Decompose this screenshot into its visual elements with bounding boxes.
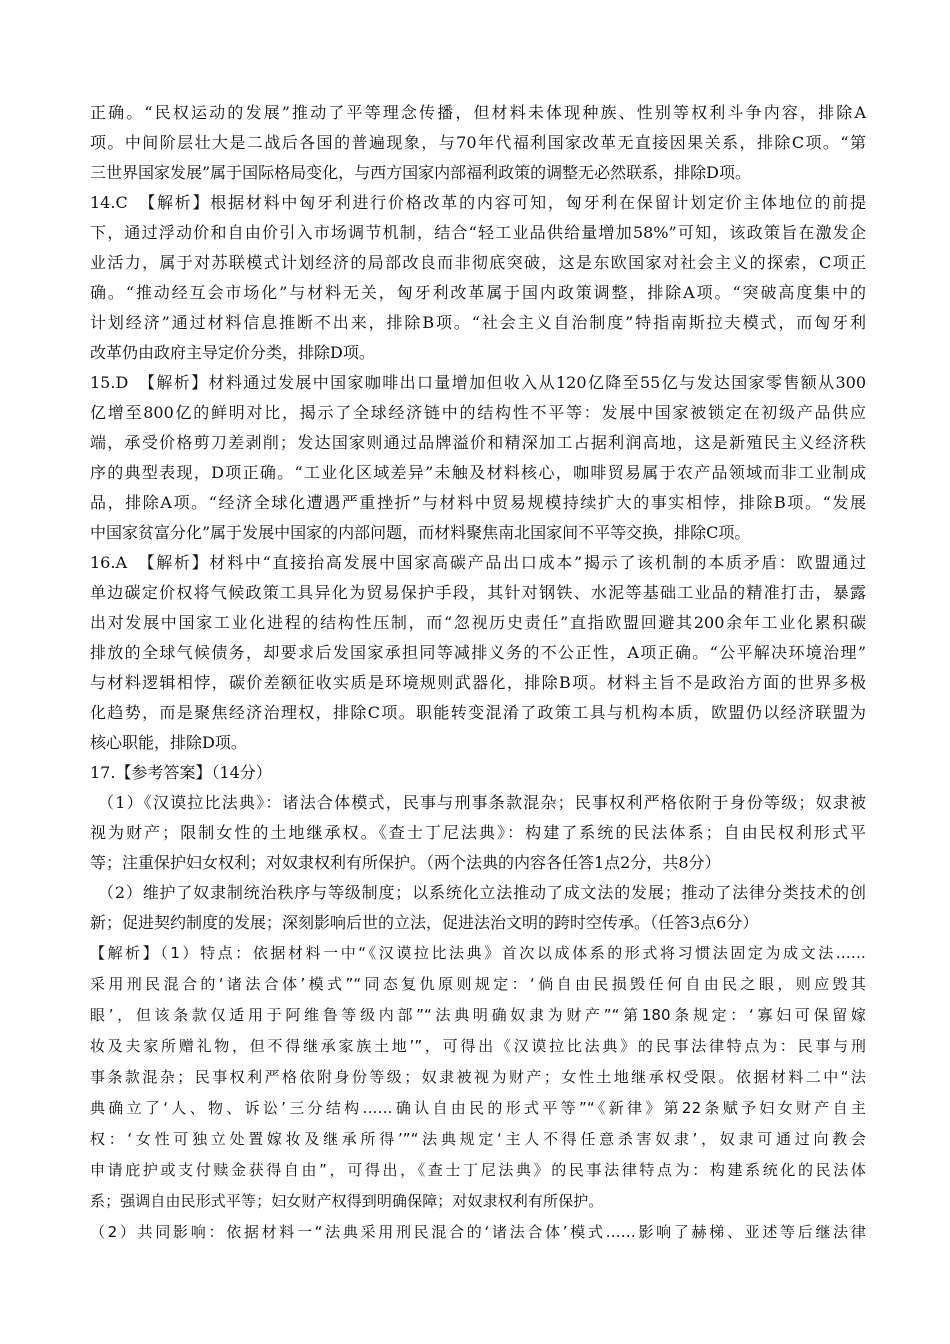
text-line: （2）共同影响：依据材料一“法典采用刑民混合的‘诸法合体’模式……影响了赫梯、亚述等后继法律 <box>90 1223 866 1241</box>
text-line: 权：‘女性可独立处置嫁妆及继承所得’”“法典规定‘主人不得任意杀害奴隶’，奴隶可通过向教会 <box>90 1130 866 1148</box>
text-line: 【解析】（1）特点：依据材料一中“《汉谟拉比法典》首次以成体系的形式将习惯法固定为成文法…… <box>90 944 866 962</box>
text-line: 视为财产；限制女性的土地继承权。《查士丁尼法典》：构建了系统的民法体系；自由民权利形式平 <box>90 823 866 842</box>
text-line: 化趋势，而是聚焦经济治理权，排除C项。职能转变混淆了政策工具与机构本质，欧盟仍以经济联盟为 <box>90 703 866 722</box>
text-line: 与材料逻辑相悖，碳价差额征收实质是环境规则武器化，排除B项。材料主旨不是政治方面的世界多极 <box>90 673 866 692</box>
text-line: 中国家贫富分化”属于发展中国家的内部问题，而材料聚焦南北国家间不平等交换，排除C项。 <box>90 523 751 542</box>
text-line: 新；促进契约制度的发展；深刻影响后世的立法，促进法治文明的跨时空传承。（任答3点6分） <box>90 913 759 932</box>
text-line: 16.A 【解析】材料中“直接抬高发展中国家高碳产品出口成本”揭示了该机制的本质矛盾：欧盟通过 <box>90 553 866 572</box>
text-line: 亿增至800亿的鲜明对比，揭示了全球经济链中的结构性不平等：发展中国家被锁定在初级产品供应 <box>90 403 866 422</box>
text-line: 典确立了‘人、物、诉讼’三分结构……确认自由民的形式平等”“《新律》第22条赋予妇女财产自主 <box>90 1099 866 1117</box>
text-line: 等；注重保护妇女权利；对奴隶权利有所保护。（两个法典的内容各任答1点2分，共8分） <box>90 853 721 872</box>
text-line: 14.C 【解析】根据材料中匈牙利进行价格改革的内容可知，匈牙利在保留计划定价主体地位的前提 <box>90 193 866 212</box>
text-line: 正确。“民权运动的发展”推动了平等理念传播，但材料未体现种族、性别等权利斗争内容，排除A <box>90 103 866 122</box>
question-16-explanation <box>90 548 866 758</box>
text-line: 品，排除A项。“经济全球化遭遇严重挫折”与材料中贸易规模持续扩大的事实相悖，排除B项。“发展 <box>90 493 866 512</box>
text-line: （2）维护了奴隶制统治秩序与等级制度；以系统化立法推动了成文法的发展；推动了法律分类技术的创 <box>98 883 866 902</box>
text-line: 采用刑民混合的‘诸法合体’模式”“同态复仇原则规定：‘倘自由民损毁任何自由民之眼，则应毁其 <box>90 975 866 993</box>
question-17-analysis <box>90 938 866 1248</box>
text-line: 计划经济”通过材料信息推断不出来，排除B项。“社会主义自治制度”特指南斯拉夫模式，而匈牙利 <box>90 313 866 332</box>
text-line: 排放的全球气候债务，却要求后发国家承担同等减排义务的不公正性，A项正确。“公平解决环境治理” <box>90 643 866 662</box>
text-line: 15.D 【解析】材料通过发展中国家咖啡出口量增加但收入从120亿降至55亿与发达国家零售额从300 <box>90 373 866 392</box>
text-line: 三世界国家发展”属于国际格局变化，与西方国家内部福利政策的调整无必然联系，排除D项。 <box>90 163 752 182</box>
text-line: 单边碳定价权将气候政策工具异化为贸易保护手段，其针对钢铁、水泥等基础工业品的精准打击，暴露 <box>90 583 866 602</box>
text-line: 眼’，但该条款仅适用于阿维鲁等级内部”“法典明确奴隶为财产”“第180条规定：‘寡妇可保留嫁 <box>90 1006 866 1024</box>
text-line: 项。中间阶层壮大是二战后各国的普遍现象，与70年代福利国家改革无直接因果关系，排除C项。“第 <box>90 133 866 152</box>
text-line: 事条款混杂；民事权利严格依附身份等级；奴隶被视为财产；女性土地继承权受限。依据材料二中“法 <box>90 1068 866 1086</box>
text-line: 妆及夫家所赠礼物，但不得继承家族土地’”，可得出《汉谟拉比法典》的民事法律特点为：民事与刑 <box>90 1037 866 1055</box>
question-15-explanation <box>90 368 866 548</box>
text-line: 下，通过浮动价和自由价引入市场调节机制，结合“轻工业品供给量增加58%”可知，该政策旨在激发企 <box>90 223 866 242</box>
text-line: 申请庇护或支付赎金获得自由”，可得出，《查士丁尼法典》的民事法律特点为：构建系统化的民法体 <box>90 1161 866 1179</box>
text-line: 核心职能，排除D项。 <box>90 733 247 752</box>
document-page <box>90 98 866 1248</box>
text-line: 业活力，属于对苏联模式计划经济的局部改良而非彻底突破，这是东欧国家对社会主义的探索，C项正 <box>90 253 866 272</box>
text-line: 序的典型表现，D项正确。“工业化区域差异”未触及材料核心，咖啡贸易属于农产品领域而非工业制成 <box>90 463 866 482</box>
text-line: 系；强调自由民形式平等；妇女财产权得到明确保障；对奴隶权利有所保护。 <box>90 1192 604 1210</box>
text-line: 端，承受价格剪刀差剥削；发达国家则通过品牌溢价和精深加工占据利润高地，这是新殖民主义经济秩 <box>90 433 866 452</box>
intro-paragraph <box>90 98 866 188</box>
answer-header: 17.【参考答案】（14分） <box>90 763 272 782</box>
question-14-explanation <box>90 188 866 368</box>
text-line: 确。“推动经互会市场化”与材料无关，匈牙利改革属于国内政策调整，排除A项。“突破高度集中的 <box>90 283 866 302</box>
text-line: （1）《汉谟拉比法典》：诸法合体模式，民事与刑事条款混杂；民事权利严格依附于身份等级；奴隶被 <box>98 793 866 812</box>
text-line: 改革仍由政府主导定价分类，排除D项。 <box>90 343 375 362</box>
question-17-answer <box>90 758 866 938</box>
text-line: 出对发展中国家工业化进程的结构性压制，而“忽视历史责任”直指欧盟回避其200余年工业化累积碳 <box>90 613 866 632</box>
